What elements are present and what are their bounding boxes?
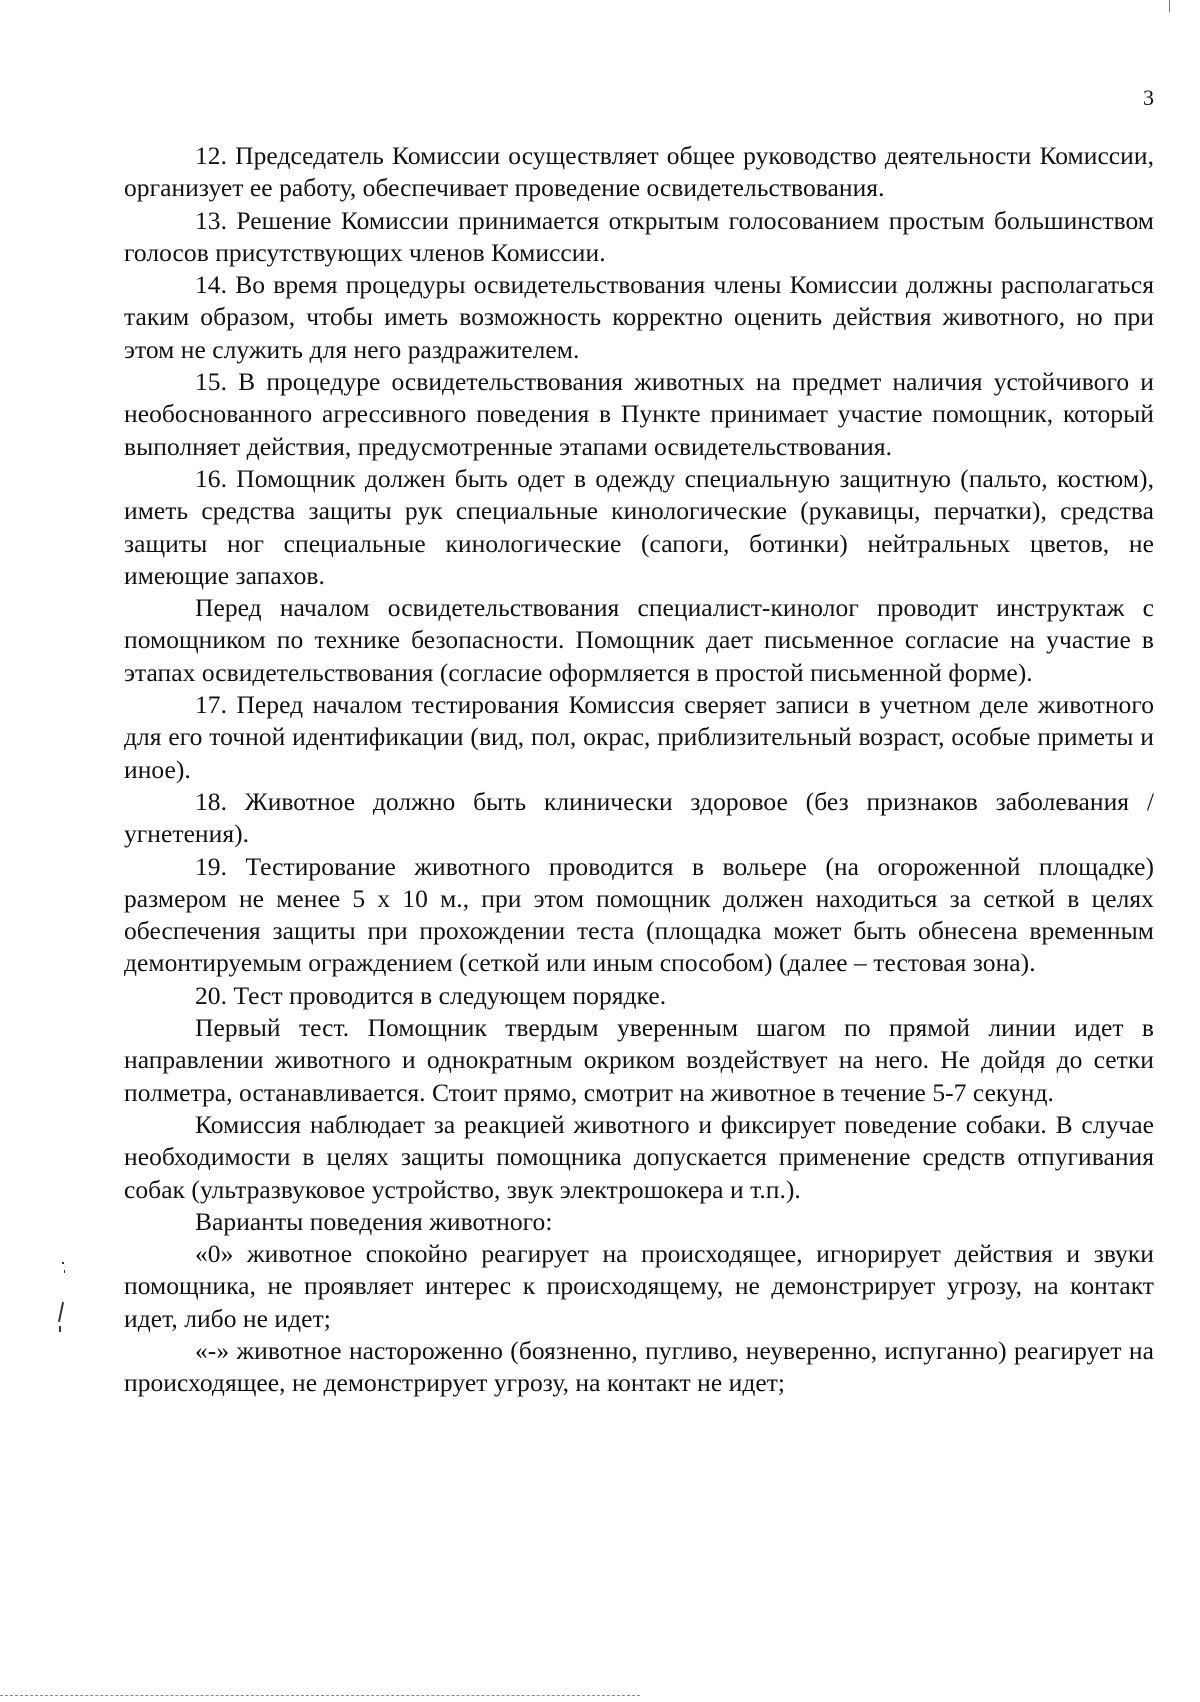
paragraph-15: 15. В процедуре освидетельствования животных на предмет наличия устойчивого и необоснованного агрессивного поведения в Пункте принимает участие помощник, который выполняет действия, предусмотренные этапами освидетельствования.	[124, 367, 1154, 461]
scan-artifact	[1169, 0, 1170, 12]
paragraph-14: 14. Во время процедуры освидетельствования члены Комиссии должны располагаться таким образом, чтобы иметь возможность корректно оценить действия животного, но при этом не служить для него раздражителем.	[124, 270, 1154, 364]
paragraph-commission-observes: Комиссия наблюдает за реакцией животного и фиксирует поведение собаки. В случае необходимости в целях защиты помощника допускается применение средств отпугивания собак (ультразвуковое устройство, звук электрошокера и т.п.).	[124, 1109, 1154, 1204]
paragraph-20: 20. Тест проводится в следующем порядке.	[195, 980, 667, 1010]
scan-artifact-bottom	[0, 1695, 640, 1696]
scan-specks	[58, 1262, 68, 1342]
paragraph-16-instruction: Перед началом освидетельствования специалист-кинолог проводит инструктаж с помощником по технике безопасности. Помощник дает письменное согласие на участие в этапах освидетельствования (согласие оформляется в простой письменной форме).	[124, 593, 1154, 687]
paragraph-behavior-options: Варианты поведения животного:	[195, 1206, 553, 1236]
paragraph-13: 13. Решение Комиссии принимается открытым голосованием простым большинством голосов присутствующих членов Комиссии.	[124, 205, 1154, 267]
paragraph-option-zero: «0» животное спокойно реагирует на происходящее, игнорирует действия и звуки помощника, не проявляет интерес к происходящему, не демонстрирует угрозу, на контакт идет, либо не идет;	[124, 1239, 1154, 1333]
paragraph-19: 19. Тестирование животного проводится в вольере (на огороженной площадке) размером не менее 5 х 10 м., при этом помощник должен находиться за сеткой в целях обеспечения защиты при прохождении теста (площадка может быть обнесена временным демонтируемым ограждением (сеткой или иным способом) (далее – тестовая зона).	[124, 851, 1154, 978]
paragraph-option-minus: «-» животное настороженно (боязненно, пугливо, неуверенно, испуганно) реагирует на происходящее, не демонстрирует угрозу, на контакт не идет;	[124, 1335, 1154, 1398]
page-number: 3	[1143, 85, 1154, 110]
paragraph-16: 16. Помощник должен быть одет в одежду специальную защитную (пальто, костюм), иметь средства защиты рук специальные кинологические (рукавицы, перчатки), средства защиты ног специальные кинологические (сапоги, ботинки) нейтральных цветов, не имеющие запахов.	[124, 463, 1154, 590]
paragraph-12: 12. Председатель Комиссии осуществляет общее руководство деятельности Комиссии, организует ее работу, обеспечивает проведение освидетельствования.	[124, 141, 1154, 203]
document-body	[124, 140, 1154, 1400]
paragraph-first-test: Первый тест. Помощник твердым уверенным шагом по прямой линии идет в направлении животного и однократным окриком воздействует на него. Не дойдя до сетки полметра, останавливается. Стоит прямо, смотрит на животное в течение 5-7 секунд.	[124, 1013, 1154, 1107]
paragraph-18: 18. Животное должно быть клинически здоровое (без признаков заболевания /угнетения).	[124, 786, 1154, 849]
paragraph-17: 17. Перед началом тестирования Комиссия сверяет записи в учетном деле животного для его точной идентификации (вид, пол, окрас, приблизительный возраст, особые приметы и иное).	[124, 690, 1154, 784]
